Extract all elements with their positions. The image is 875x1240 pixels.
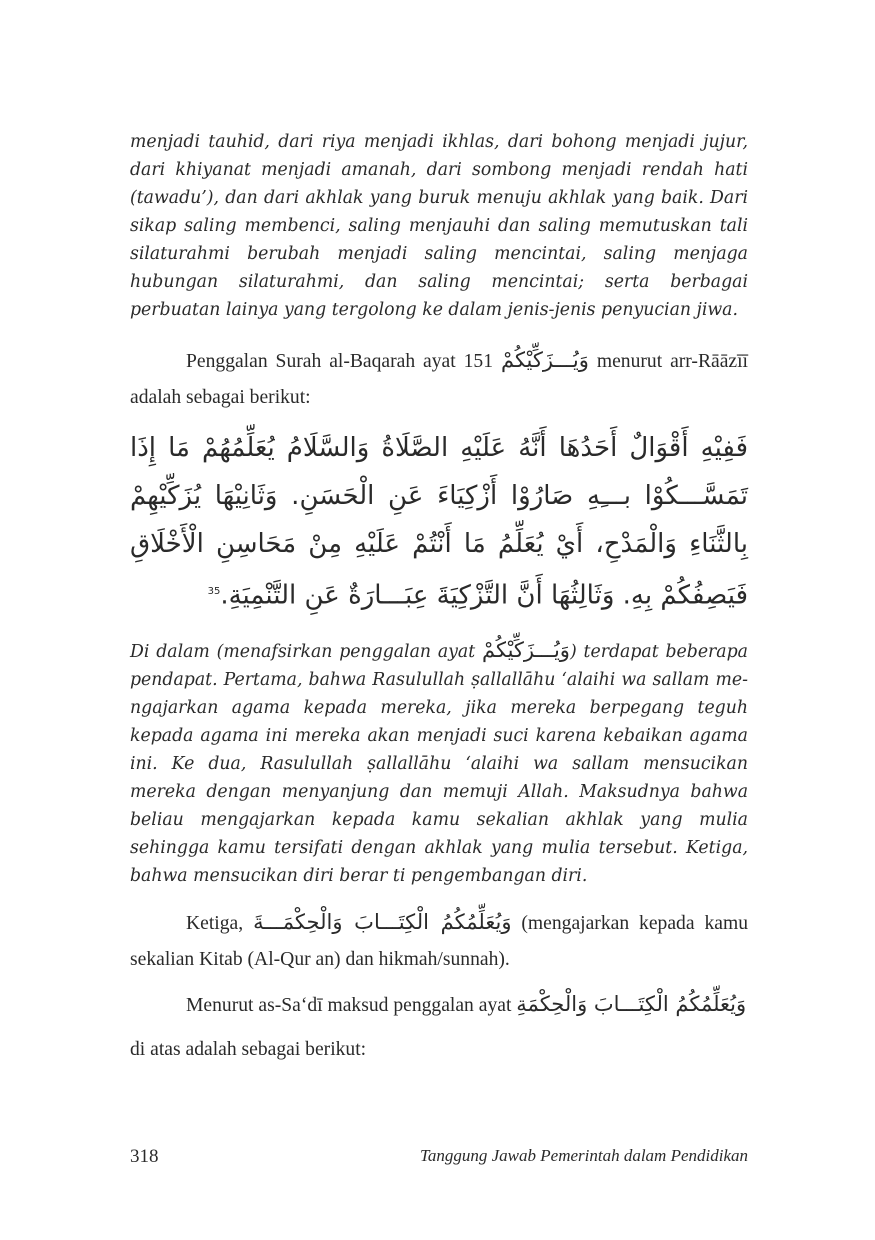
ketiga-text-before: Ketiga, — [186, 912, 244, 934]
tafsir-text-after: ) terdapat beberapa pendapat. Pertama, bahwa Rasulullah ṣallallāhu ‘alaihi wa sallam me-ngajarkan agama kepada mereka, jika mereka berpegang teguh kepada agama ini mereka akan menjadi suci karena kebaikan agama ini. Ke dua, Rasulullah ṣallallāhu ‘alaihi wa sallam mensucikan mereka dengan menyanjung dan memuji Allah. Maksudnya bahwa beliau mengajarkan kepada kamu sekalian akhlak yang mulia sehingga kamu tersifati dengan akhlak yang mulia tersebut. Ketiga, bahwa mensucikan diri berar ti pengembangan diri. — [130, 641, 748, 886]
tafsir-text-before: Di dalam (menafsirkan penggalan ayat — [130, 641, 476, 662]
page-body — [130, 128, 748, 1072]
arabic-quote-text: فَفِيْهِ أَقْوَالٌ أَحَدُهَا أَنَّهُ عَلَيْهِ الصَّلَاةُ وَالسَّلَامُ يُعَلِّمُهُمْ مَا إِذَا تَمَسَّـــكُوْا بـــِهِ صَارُوْا أَزْكِيَاءَ عَنِ الْحَسَنِ. وَثَانِيْهَا يُزَكِّيْهِمْ بِالثَّنَاءِ وَالْمَدْحِ، أَيْ يُعَلِّمُ مَا أَنْتُمْ عَلَيْهِ مِنْ مَحَاسِنِ الْأَخْلَاقِ فَيَصِفُكُمْ بِهِ. وَثَالِثُهَا أَنَّ التَّزْكِيَةَ عِبَـــارَةٌ عَنِ التَّنْمِيَةِ. — [130, 433, 748, 611]
intro-text-after: menurut arr-Rāāzīī adalah sebagai berikut: — [130, 351, 748, 408]
paragraph-ketiga — [130, 904, 748, 978]
as-sadi-text-after: di atas adalah sebagai berikut: — [130, 1038, 367, 1060]
page-number: 318 — [130, 1146, 159, 1167]
arabic-term-kitab-hikmah: وَيُعَلِّمُكُمُ الْكِتَـــابَ وَالْحِكْمَـــةَ — [253, 909, 512, 934]
arabic-term-yuzakkikum: وَيُـــزَكِّيْكُمْ — [500, 348, 589, 372]
paragraph-tafsir-explanation — [130, 636, 748, 890]
as-sadi-text-before: Menurut as-Sa‘dī maksud penggalan ayat — [186, 994, 512, 1016]
paragraph-continuation: menjadi tauhid, dari riya menjadi ikhlas, dari bohong menjadi jujur, dari khiyanat menjadi amanah, dari sombong menjadi rendah hati (tawadu’), dan dari akhlak yang buruk menuju akhlak yang baik. Dari sikap saling membenci, saling menjauhi dan saling memutuskan tali silaturahmi berubah menjadi saling mencintai, saling menjaga hubungan silaturahmi, dan saling mencintai; serta berbagai perbuatan lainya yang tergolong ke dalam jenis-jenis penyucian jiwa. — [130, 132, 748, 320]
footnote-marker: 35 — [207, 586, 221, 597]
intro-text-before: Penggalan Surah al-Baqarah ayat 151 — [186, 351, 494, 372]
arabic-quote-razi — [130, 424, 748, 620]
page-footer — [130, 1146, 748, 1168]
paragraph-as-sadi — [130, 982, 748, 1072]
ketiga-text-after: (mengajarkan kepada kamu sekalian Kitab (Al-Qur an) dan hikmah/sunnah). — [130, 912, 748, 970]
arabic-term-yuzakkikum-2: وَيُـــزَكِّيْكُمْ — [482, 637, 570, 662]
paragraph-penggalan-intro — [130, 342, 748, 416]
arabic-term-kitab-hikmah-2: وَيُعَلِّمُكُمُ الْكِتَـــابَ وَالْحِكْمَةِ — [516, 991, 747, 1016]
running-head: Tanggung Jawab Pemerintah dalam Pendidikan — [419, 1146, 748, 1165]
